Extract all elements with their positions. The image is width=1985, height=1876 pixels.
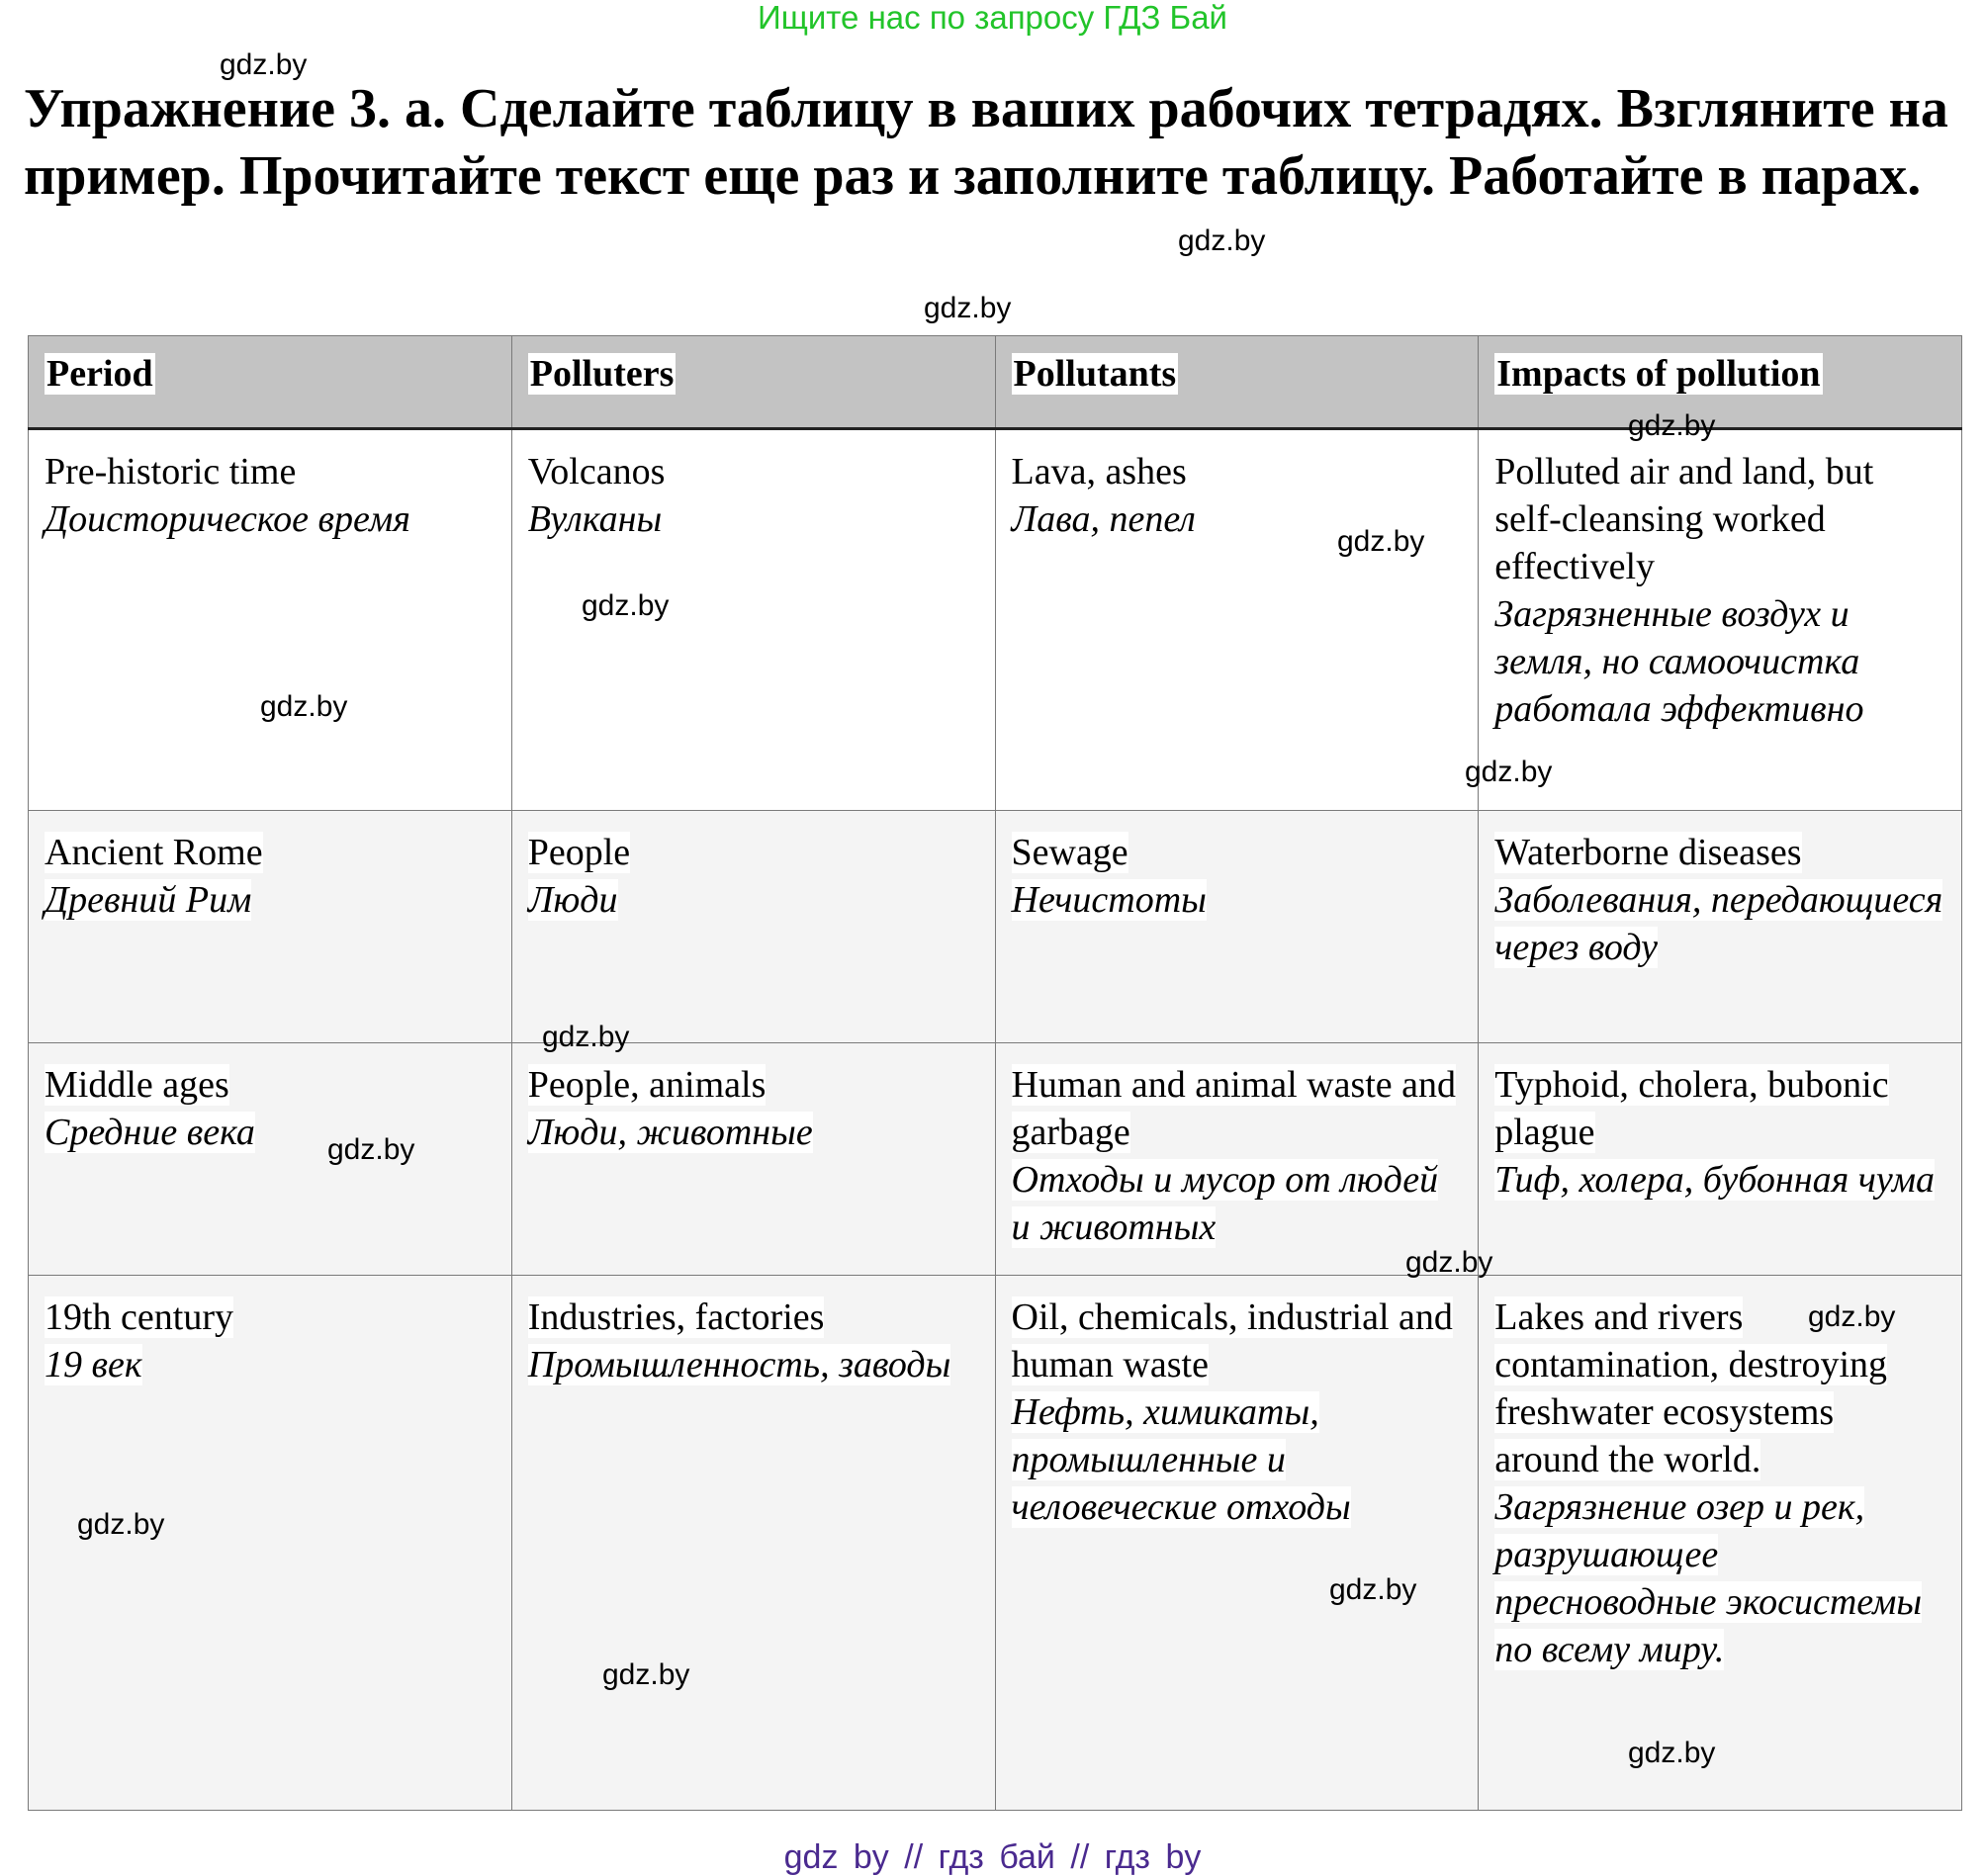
watermark: gdz.by <box>1628 1737 1716 1769</box>
cell-impacts: Lakes and rivers contamination, destroying freshwater ecosystems around the world. Загрязнение озер и рек, разрушающее пресноводные экосистемы по всему миру. <box>1479 1276 1962 1811</box>
watermark: gdz.by <box>1178 224 1266 257</box>
table-row <box>29 1276 1962 1811</box>
header-pollutants: Pollutants <box>995 336 1479 429</box>
cell-polluters: Volcanos Вулканы <box>511 429 995 811</box>
table-row <box>29 811 1962 1043</box>
watermark: gdz.by <box>220 48 308 81</box>
watermark: gdz.by <box>924 292 1012 324</box>
cell-period: 19th century 19 век <box>29 1276 512 1811</box>
cell-polluters: People, animals Люди, животные <box>511 1043 995 1276</box>
cell-polluters: Industries, factories Промышленность, заводы <box>511 1276 995 1811</box>
watermark: gdz.by <box>1329 1573 1417 1606</box>
watermark: gdz.by <box>602 1658 690 1691</box>
top-banner: Ищите нас по запросу ГДЗ Бай <box>758 0 1227 36</box>
cell-impacts: Typhoid, cholera, bubonic plague Тиф, холера, бубонная чума <box>1479 1043 1962 1276</box>
watermark: gdz.by <box>260 690 348 723</box>
watermark: gdz.by <box>1405 1246 1493 1279</box>
cell-polluters: People Люди <box>511 811 995 1043</box>
cell-pollutants: Lava, ashes Лава, пепел <box>995 429 1479 811</box>
watermark: gdz.by <box>1465 756 1553 788</box>
header-impacts: Impacts of pollution <box>1479 336 1962 429</box>
cell-pollutants: Human and animal waste and garbage Отходы и мусор от людей и животных <box>995 1043 1479 1276</box>
cell-period: Middle ages Средние века <box>29 1043 512 1276</box>
cell-impacts: Waterborne diseases Заболевания, передающиеся через воду <box>1479 811 1962 1043</box>
cell-impacts: Polluted air and land, but self-cleansing worked effectively Загрязненные воздух и земля, но самоочистка работала эффективно <box>1479 429 1962 811</box>
table-row <box>29 1043 1962 1276</box>
watermark: gdz.by <box>1337 525 1425 558</box>
table-row <box>29 429 1962 811</box>
footer-watermark: gdz by // гдз бай // гдз by <box>783 1838 1202 1876</box>
pollution-table <box>28 335 1962 1811</box>
exercise-title: Упражнение 3. а. Сделайте таблицу в ваших рабочих тетрадях. Взгляните на пример. Прочитайте текст еще раз и заполните таблицу. Работайте в парах. <box>24 78 1948 207</box>
cell-period: Ancient Rome Древний Рим <box>29 811 512 1043</box>
cell-pollutants: Oil, chemicals, industrial and human waste Нефть, химикаты, промышленные и человеческие отходы <box>995 1276 1479 1811</box>
cell-period: Pre-historic time Доисторическое время <box>29 429 512 811</box>
cell-pollutants: Sewage Нечистоты <box>995 811 1479 1043</box>
watermark: gdz.by <box>582 589 670 622</box>
watermark: gdz.by <box>1808 1300 1896 1333</box>
watermark: gdz.by <box>327 1133 415 1166</box>
watermark: gdz.by <box>77 1508 165 1541</box>
watermark: gdz.by <box>542 1021 630 1053</box>
header-period: Period <box>29 336 512 429</box>
header-polluters: Polluters <box>511 336 995 429</box>
watermark: gdz.by <box>1628 409 1716 442</box>
